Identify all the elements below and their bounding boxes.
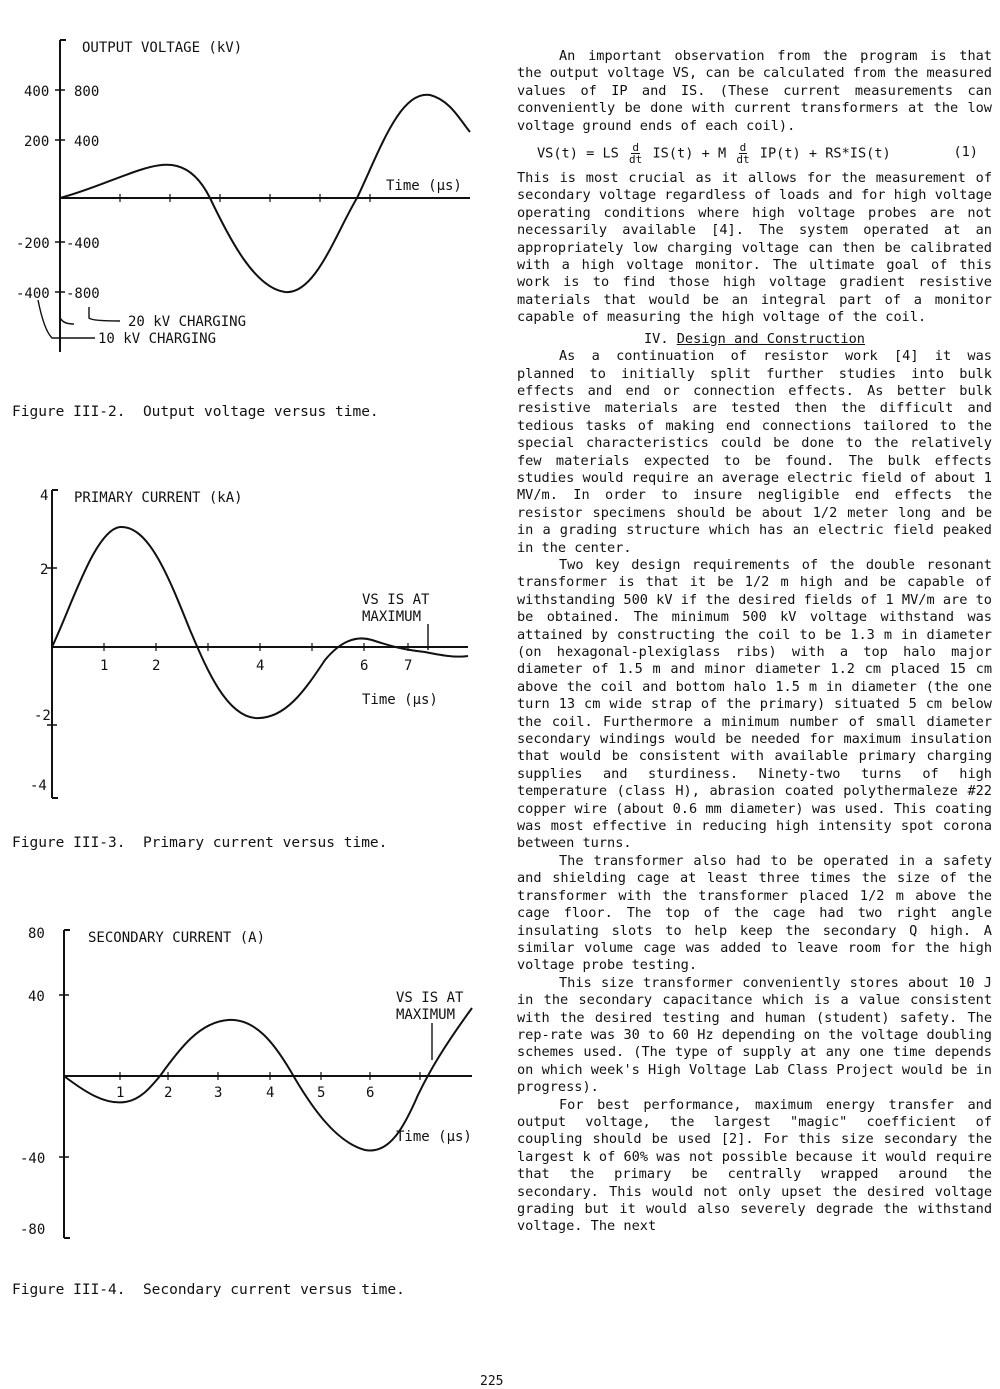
- paragraph: The transformer also had to be operated in a safety and shielding cage at least three times the size of the transformer with the transformer placed 1/2 m above the cage floor. The top of the cage had two right angle insulating slots to help keep the secondary Q high. A similar volume cage was added to leave room for the high voltage probe testing.: [517, 852, 992, 974]
- y-tick-label: -800: [66, 286, 100, 302]
- y-tick-label: 4: [40, 488, 49, 504]
- x-tick-label: 5: [317, 1085, 326, 1101]
- y-tick-label: -400: [16, 286, 50, 302]
- x-tick-label: 2: [164, 1085, 173, 1101]
- x-tick-label: 4: [256, 658, 265, 674]
- y-tick-label: -400: [66, 236, 100, 252]
- x-tick-label: 3: [214, 1085, 223, 1101]
- equation-part: VS(t) = LS: [537, 145, 619, 162]
- x-tick-label: 2: [152, 658, 161, 674]
- secondary-current-chart: [0, 920, 500, 1250]
- y-tick-label: -80: [20, 1222, 46, 1238]
- y-tick-label: 40: [28, 989, 45, 1005]
- derivative-fraction: $\frac{d}{dt}$: [736, 140, 750, 166]
- section-title: Design and Construction: [676, 330, 865, 347]
- paragraph: For best performance, maximum energy transfer and output voltage, the largest "magic" coefficient of coupling should be used [2]. For this size secondary the largest k of 60% was not possible because it would require that the primary be centrally wrapped around the secondary. This would not only upset the desired voltage grading but it would also severely degrade the withstand voltage. The next: [517, 1096, 992, 1235]
- y-tick-label: 80: [28, 926, 45, 942]
- section-heading: [517, 331, 992, 348]
- legend-10kv: 10 kV CHARGING: [98, 331, 217, 347]
- annotation-line: VS IS AT: [396, 990, 464, 1006]
- y-tick-label: -2: [34, 708, 51, 724]
- annotation-line: VS IS AT: [362, 592, 430, 608]
- paragraph: Two key design requirements of the double resonant transformer is that it be 1/2 m high and be capable of withstanding 500 kV if the desired fields of 1 MV/m are to be obtained. The minimum 500 kV voltage withstand was attained by constructing the coil to be 1.3 m in diameter (on hexagonal-plexiglass ribs) with a top halo major diameter of 1.5 m and minor diameter 1.2 cm placed 15 cm above the coil and bottom halo 1.5 m in diameter (the one turn 13 cm wide strap of the primary) situated 5 cm below the coil. Furthermore a minimum number of small diameter secondary windings would be needed for maximum insulation that would be consistent with available primary charging supplies and sturdiness. Ninety-two turns of high temperature (class H), abrasion coated polythermaleze #22 copper wire (about 0.6 mm diameter) was used. This coating was most effective in reducing high intensity spot corona between turns.: [517, 556, 992, 852]
- paragraph: This is most crucial as it allows for the measurement of secondary voltage regardless of loads and for high voltage operating conditions where high voltage probes are not necessarily available [4]. The system operated at an appropriately low charging voltage can then be calibrated with a high voltage monitor. The ultimate goal of this work is to find those high voltage gradient resistive materials that would be an integral part of a monitor capable of measuring the high voltage of the coil.: [517, 170, 992, 326]
- output-voltage-chart: [0, 30, 500, 380]
- x-axis-label: Time (µs): [396, 1129, 472, 1145]
- y-tick-label: 400: [24, 84, 50, 100]
- equation-part: IS(t) + M: [652, 145, 727, 162]
- body-text-column: [517, 48, 992, 1236]
- figure-caption: Figure III-3. Primary current versus time.: [12, 835, 388, 851]
- x-tick-label: 1: [100, 658, 109, 674]
- primary-current-chart: [0, 480, 500, 820]
- x-tick-label: 1: [116, 1085, 125, 1101]
- annotation-line: MAXIMUM: [396, 1007, 456, 1023]
- y-tick-label: -4: [30, 778, 47, 794]
- y-tick-label: 400: [74, 134, 100, 150]
- x-tick-label: 7: [404, 658, 413, 674]
- equation-part: IP(t) + RS*IS(t): [759, 145, 891, 162]
- x-axis-label: Time (µs): [362, 692, 438, 708]
- x-axis-label: Time (µs): [386, 178, 462, 194]
- page-number: 225: [480, 1374, 504, 1389]
- equation-1: [517, 138, 992, 168]
- figure-output-voltage: [0, 30, 500, 420]
- chart-title: SECONDARY CURRENT (A): [88, 930, 266, 946]
- y-tick-label: 2: [40, 562, 49, 578]
- section-number: IV.: [644, 330, 669, 347]
- chart-title: OUTPUT VOLTAGE (kV): [82, 40, 243, 56]
- figure-caption: Figure III-2. Output voltage versus time.: [12, 404, 379, 420]
- legend-20kv: 20 kV CHARGING: [128, 314, 247, 330]
- y-tick-label: 800: [74, 84, 100, 100]
- figure-secondary-current: [0, 920, 500, 1298]
- paragraph: This size transformer conveniently stores about 10 J in the secondary capacitance which is a value consistent with the desired testing and human (student) safety. The rep-rate was 30 to 60 Hz depending on the voltage doubling schemes used. (The type of supply at any one time depends on which week's High Voltage Lab Class Project would be in progress).: [517, 974, 992, 1096]
- y-tick-label: -40: [20, 1151, 46, 1167]
- x-tick-label: 6: [366, 1085, 375, 1101]
- x-tick-label: 6: [360, 658, 369, 674]
- figure-caption: Figure III-4. Secondary current versus time.: [12, 1282, 405, 1298]
- figure-primary-current: [0, 480, 500, 851]
- equation-number: (1): [953, 144, 978, 161]
- y-tick-label: 200: [24, 134, 50, 150]
- paragraph: As a continuation of resistor work [4] it was planned to initially split further studies into bulk effects and end or connection effects. As better bulk resistive materials are tested then the difficult and tedious tasks of making end connections tailored to the special characteristics could be done to the relatively few materials expected to be found. The bulk effects studies would require an average electric field of about 1 MV/m. In order to insure negligible end effects the resistor specimens should be about 1/2 meter long and be in a grading structure which has an electric field peaked in the center.: [517, 348, 992, 556]
- chart-title: PRIMARY CURRENT (kA): [74, 490, 243, 506]
- y-tick-label: -200: [16, 236, 50, 252]
- paragraph: An important observation from the program is that the output voltage VS, can be calculated from the measured values of IP and IS. (These current measurements can conveniently be done with current transformers at the low voltage ground ends of each coil).: [517, 48, 992, 134]
- derivative-fraction: $\frac{d}{dt}$: [629, 140, 643, 166]
- x-tick-label: 4: [266, 1085, 275, 1101]
- annotation-line: MAXIMUM: [362, 609, 422, 625]
